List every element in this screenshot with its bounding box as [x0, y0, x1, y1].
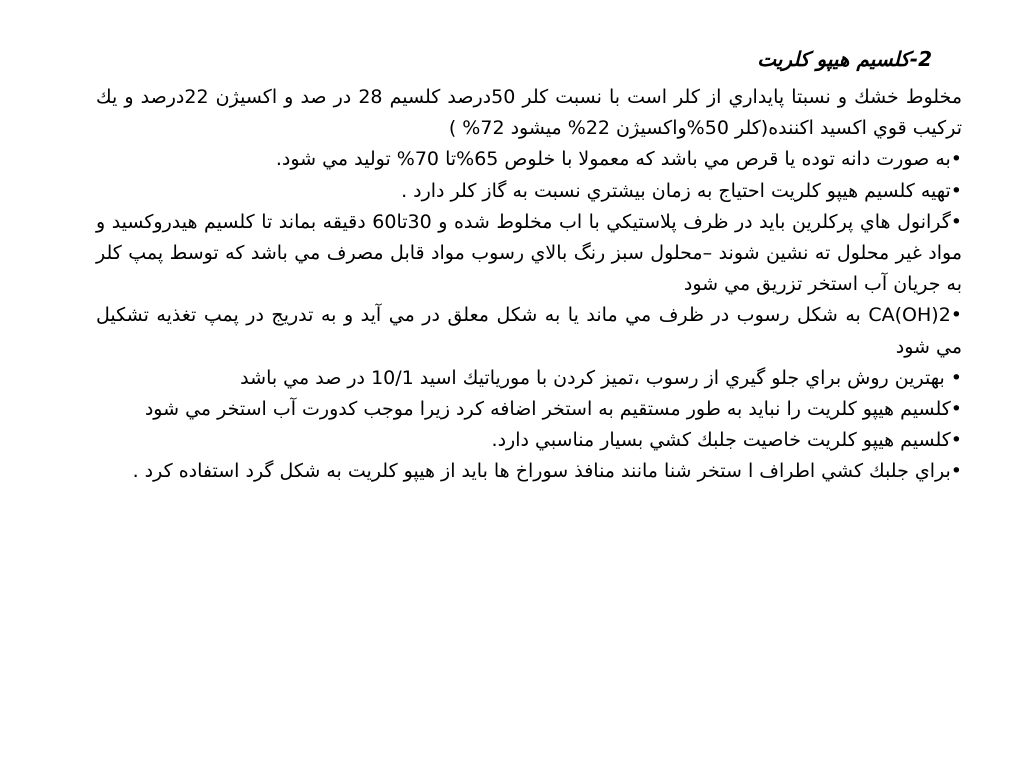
- slide-body: [96, 82, 962, 488]
- bullet-sediment-prevention: • بهترين روش براي جلو گيري از رسوب ،تميز كردن با موریاتيك اسيد 10/1 در صد مي باشد: [240, 366, 962, 389]
- bullet-granule-mixing: •گرانول هاي پركلرين بايد در ظرف پلاستيكي با اب مخلوط شده و 30تا60 دقيقه بماند تا كلسيم هيدروكسيد و مواد غير محلول ته نشين شوند –محلول سبز رنگ بالاي رسوب مواد قابل مصرف مي باشد كه توسط پمپ كلر به جريان آب استخر تزريق مي شود: [96, 210, 962, 296]
- bullet-algaecide-property: •كلسيم هيپو كلريت خاصيت جلبك كشي بسيار مناسبي دارد.: [491, 429, 962, 452]
- bullet-no-direct-addition: •كلسيم هيپو كلريت را نبايد به طور مستقيم به استخر اضافه كرد زيرا موجب كدورت آب استخر مي شود: [144, 398, 962, 421]
- bullet-preparation-time: •تهيه كلسيم هيپو كلريت احتياج به زمان بيشتري نسبت به گاز كلر دارد .: [401, 179, 962, 202]
- slide-title: 2-كلسيم هيپو كلريت: [757, 47, 932, 71]
- body-paragraph-intro: مخلوط خشك و نسبتا پايداري از كلر است با نسبت كلر 50درصد كلسيم 28 در صد و اكسيژن 22درصد و يك تركيب قوي اكسيد اكننده(كلر 50%واكسيژن 22% ميشود 72% ): [96, 86, 962, 140]
- bullet-form-purity: •به صورت دانه توده يا قرص مي باشد كه معمولا با خلوص 65%تا 70% توليد مي شود.: [275, 148, 962, 171]
- bullet-calcium-hydroxide: •CA(OH)2 به شكل رسوب در ظرف مي ماند يا به شكل معلق در مي آيد و به تدريج در پمپ تغذيه تشكيل مي شود: [96, 304, 962, 358]
- bullet-powder-usage: •براي جلبك كشي اطراف ا ستخر شنا مانند منافذ سوراخ ها بايد از هيپو كلريت به شكل گرد استفاده كرد .: [132, 460, 962, 483]
